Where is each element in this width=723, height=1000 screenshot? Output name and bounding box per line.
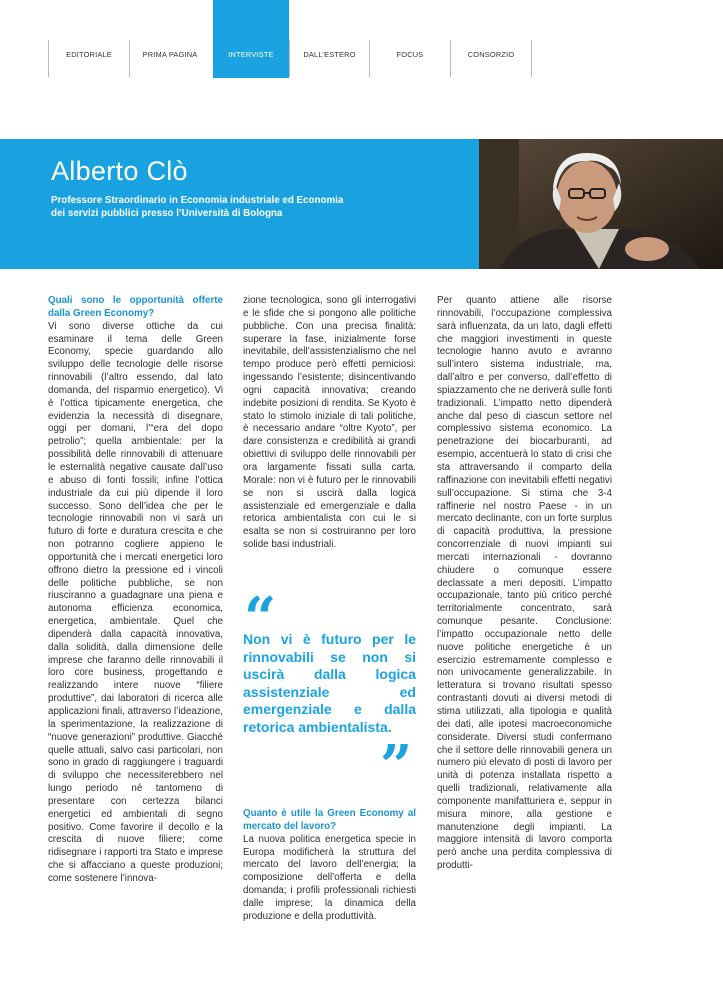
question-2: Quanto è utile la Green Economy al mercato del lavoro? [243, 808, 416, 832]
quote-open-mark: “ [244, 585, 277, 651]
article-column-2-lower [243, 808, 416, 924]
answer-1-text: Vi sono diverse ottiche da cui esaminare il tema delle Green Economy, specie guardando allo sviluppo delle tecnologie delle risorse rinnovabili (l’altro essendo, dal lato domanda, del risparmio energetico). Vi è l’ottica tipicamente energetica, che evidenzia la necessità di disegnare, oggi per domani, l’“era del dopo petrolio”; quella ambientale: per la possibilità delle rinnovabili di attenuare le esternalità negative causate dall’uso e abuso di fonti fossili; infine l’ottica industriale da cui più dipende il loro successo. Sono dell’idea che per le tecnologie rinnovabili non vi sarà un futuro di forte e duratura crescita e che non potranno cogliere appieno le opportunità che i mercati energetici loro offrono dietro la pressione ed i vincoli delle politiche pubbliche, se non riusciranno a guadagnare una piena e autonoma efficienza economica, energetica, ambientale. Quel che dipenderà dalla capacità innovativa, dalla solidità, dalla dimensione delle imprese che faranno delle rinnovabili il loro core business, progettando e realizzando intere nuove “filiere produttive”, dai laboratori di ricerca alle applicazioni finali, attraverso l’ideazione, la sperimentazione, la realizzazione di “nuove generazioni” produttive. Giacché quelle attuali, salvo casi particolari, non sono in grado di raggiungere i traguardi di sviluppo che necessiterebbero nel lungo periodo né tantomeno di presentare con certezza bilanci energetici ed ambientali di segno positivo. Come favorire il decollo e la crescita di nuove filiere; come ridisegnare i rapporti tra Stato e imprese che si affacciano a queste produzioni; come sostenere l’innova- [48, 320, 223, 884]
interviewee-photo [479, 139, 723, 269]
nav-item-consorzio[interactable] [451, 40, 531, 78]
answer-2-continued: Per quanto attiene alle risorse rinnovabili, l’occupazione complessiva sarà influenzata, da un lato, dagli effetti che maggiori investimenti in queste tecnologie hanno avuto e avranno sull’intero sistema industriale, ma, dall’altro e per converso, dall’effetto di spiazzamento che ne deriverà sulle fonti tradizionali. L’impatto netto dipenderà anche dal peso di ciascun settore nel complessivo sistema economico. La penetrazione dei biocarburanti, ad esempio, accentuerà lo stato di crisi che sta attraversando il comparto della raffinazione con inevitabili effetti negativi sull’occupazione. Si stima che 3-4 raffinerie nel nostro Paese - in un mercato declinante, con un forte surplus di capacità produttiva, la pressione concorrenziale di nuovi impianti sui mercati internazionali - dovranno chiudere o comunque essere declassate a meri depositi. L’impatto occupazionale, tanto più critico perché territorialmente concentrato, sarà comunque pesante. Conclusione: l’impatto occupazionale netto delle nuove politiche energetiche è un esercizio estremamente complesso e non univocamente generalizzabile. In letteratura si trovano risultati spesso contrastanti dovuti ai diversi metodi di stima utilizzati, alla tipologia e qualità dei dati, alle ipotesi macroeconomiche considerate. Diversi studi confermano che il settore delle rinnovabili genera un numero più elevato di posti di lavoro per unità di potenza installata rispetto a quelli tradizionali, relativamente alla componente manifatturiera e, seppur in misura minore, alla gestione e manutenzione degli impianti. La maggiore intensità di lavoro comporta però anche una perdita complessiva di produtti- [437, 295, 613, 872]
nav-divider [531, 40, 532, 77]
article-column-1 [48, 295, 223, 886]
nav-item-prima-pagina[interactable] [130, 40, 210, 78]
answer-2-text: La nuova politica energetica specie in Europa modificherà la struttura del mercato del lavoro dell’energia; la composizione dell’offerta e della domanda; i profili professionali richiesti dalle imprese; la dinamica della produzione e della produttività. [243, 833, 416, 922]
nav-label: FOCUS [396, 50, 424, 59]
article-column-2 [243, 295, 416, 552]
quote-close-mark: ” [380, 733, 413, 799]
nav-item-dall-estero[interactable] [290, 40, 369, 78]
nav-label: DALL’ESTERO [303, 50, 356, 59]
nav-item-editoriale[interactable] [49, 40, 129, 78]
nav-label: CONSORZIO [467, 50, 515, 59]
nav-item-interviste[interactable] [213, 40, 289, 78]
question-1: Quali sono le opportunità offerte dalla Green Economy? [48, 295, 223, 319]
article-column-3 [437, 295, 612, 873]
interviewee-name: Alberto Clò [51, 156, 188, 186]
interviewee-title [51, 194, 411, 220]
title-line-2: dei servizi pubblici presso l’Università di Bologna [51, 208, 283, 219]
answer-1-continued: zione tecnologica, sono gli interrogativi e le sfide che si pongono alle politiche pubbliche. Con una precisa finalità: superare la fase, inizialmente forse inevitabile, dell’assistenzialismo che nel tempo produce però effetti perniciosi: ingessando l’esistente; disincentivando ogni capacità innovativa; creando indebite posizioni di rendita. Se Kyoto è stato lo stimolo iniziale di tali politiche, è necessario andare “oltre Kyoto”, per dare consistenza e credibilità ai grandi obiettivi di sviluppo delle rinnovabili per ora largamente fissati sulla carta. Morale: non vi è futuro per le rinnovabili se non si uscirà dalla logica assistenziale ed emergenziale e dalla retorica ambientalista con cui le si esalta se non si costruiranno per loro solide basi industriali. [243, 295, 416, 551]
title-line-1: Professore Straordinario in Economia industriale ed Economia [51, 195, 344, 206]
nav-item-focus[interactable] [370, 40, 450, 78]
nav-label: INTERVISTE [228, 50, 274, 59]
portrait-image [479, 139, 723, 269]
nav-label: EDITORIALE [66, 50, 112, 59]
nav-label: PRIMA PAGINA [142, 50, 198, 59]
pull-quote: Non vi è futuro per le rinnovabili se non si uscirà dalla logica assistenziale ed emergenziale e dalla retorica ambientalista. [243, 631, 416, 735]
section-nav [0, 0, 723, 78]
